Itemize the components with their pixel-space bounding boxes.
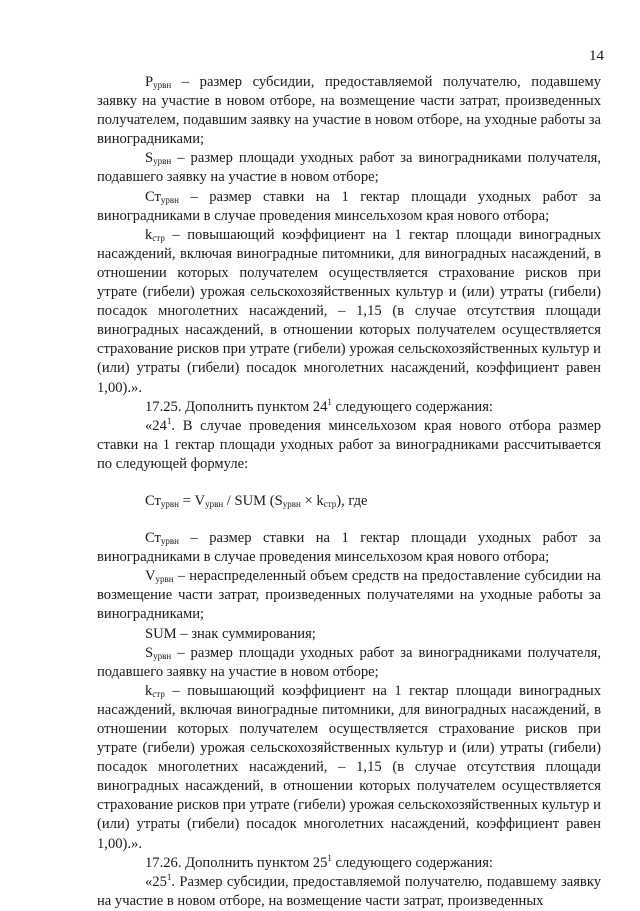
- definition-text: – размер ставки на 1 гектар площади уходных работ за виноградниками в случае проведения минсельхозом края нового отбора;: [97, 530, 601, 566]
- formula-sum: / SUM (S: [223, 492, 283, 509]
- symbol: S: [145, 644, 154, 661]
- symbol-subscript: урвн: [160, 194, 179, 205]
- symbol-subscript: стр: [152, 232, 165, 243]
- definition-k-str: [97, 226, 601, 398]
- clause-number: «25: [145, 873, 167, 890]
- symbol-subscript: урвн: [153, 650, 172, 661]
- clause-24-1: [97, 417, 601, 474]
- amendment-text: 17.26. Дополнить пунктом 25: [145, 854, 328, 871]
- definition-text: – размер площади уходных работ за виноградниками получателя, подавшего заявку на участие в новом отборе;: [97, 150, 601, 186]
- superscript: 1: [327, 852, 332, 863]
- symbol: S: [145, 150, 154, 167]
- superscript: 1: [327, 396, 332, 407]
- formula: [97, 492, 601, 511]
- definition-v-urvn: [97, 567, 601, 624]
- formula-eq: = V: [179, 492, 206, 509]
- symbol: Ст: [145, 530, 161, 547]
- definition-s-urvn-2: [97, 644, 601, 682]
- definition-text: – размер субсидии, предоставляемой получателю, подавшему заявку на участие в новом отборе, на возмещение части затрат, произведенных получателем, подавшим заявку на участие в новом отборе, на уходные работы за виноградниками;: [97, 74, 601, 148]
- symbol: k: [145, 682, 153, 699]
- symbol: V: [145, 568, 156, 585]
- amendment-text-tail: следующего содержания:: [331, 398, 493, 415]
- amendment-text-tail: следующего содержания:: [331, 854, 493, 871]
- definition-sum: [97, 625, 601, 644]
- definition-text: – размер площади уходных работ за виноградниками получателя, подавшего заявку на участие в новом отборе;: [97, 644, 601, 680]
- definition-text: – повышающий коэффициент на 1 гектар площади виноградных насаждений, включая виноградные питомники, для виноградных насаждений, в отношении которых получателем осуществляется страхование рисков при утрате (гибели) урожая сельскохозяйственных культур и (или) утраты (гибели) посадок многолетних насаждений, – 1,15 (в случае отсутствия площади виноградных насаждений, в отношении которых получателем осуществляется страхование рисков при утрате (гибели) урожая сельскохозяйственных культур и (или) утраты (гибели) посадок многолетних насаждений, коэффициент равен 1,00).».: [97, 226, 601, 396]
- definition-st-urvn: [97, 188, 601, 226]
- superscript: 1: [166, 415, 172, 426]
- definition-k-str-2: [97, 682, 601, 854]
- definition-p-urvn: [97, 73, 601, 149]
- definition-text: – нераспределенный объем средств на предоставление субсидии на возмещение части затрат, произведенных получателями на уходные работы за виноградниками;: [97, 568, 601, 623]
- symbol: k: [145, 226, 153, 243]
- definition-text: SUM – знак суммирования;: [145, 625, 316, 642]
- clause-text: . Размер субсидии, предоставляемой получателю, подавшему заявку на участие в новом отборе, на возмещение части затрат, произведенных: [97, 873, 601, 909]
- symbol: Ст: [145, 188, 161, 205]
- symbol-subscript: стр: [152, 688, 165, 699]
- definition-text: – повышающий коэффициент на 1 гектар площади виноградных насаждений, включая виноградные питомники, для виноградных насаждений, в отношении которых получателем осуществляется страхование рисков при утрате (гибели) урожая сельскохозяйственных культур и (или) утраты (гибели) посадок многолетних насаждений, – 1,15 (в случае отсутствия площади виноградных насаждений, в отношении которых получателем осуществляется страхование рисков при утрате (гибели) урожая сельскохозяйственных культур и (или) утраты (гибели) посадок многолетних насаждений, коэффициент равен 1,00).».: [97, 682, 601, 852]
- formula-sub: стр: [323, 498, 337, 509]
- clause-text: . В случае проведения минсельхозом края нового отбора размер ставки на 1 гектар площади уходных работ за виноградниками рассчитывается по следующей формуле:: [97, 417, 601, 472]
- amendment-17-25: [97, 398, 601, 417]
- superscript: 1: [166, 871, 172, 882]
- symbol: P: [145, 74, 154, 90]
- amendment-17-26: [97, 854, 601, 873]
- formula-sub: урвн: [160, 498, 179, 509]
- definition-text: – размер ставки на 1 гектар площади уходных работ за виноградниками в случае проведения минсельхозом края нового отбора;: [97, 188, 601, 224]
- clause-25-1: [97, 873, 601, 911]
- formula-lhs: Ст: [145, 492, 161, 509]
- symbol-subscript: урвн: [153, 156, 172, 167]
- definition-s-urvn: [97, 149, 601, 187]
- formula-tail: ), где: [336, 492, 368, 509]
- document-body: [97, 73, 601, 911]
- symbol-subscript: урвн: [155, 574, 174, 585]
- symbol-subscript: урвн: [153, 80, 172, 90]
- formula-sub: урвн: [282, 498, 301, 509]
- page-number: 14: [589, 48, 604, 64]
- formula-sub: урвн: [205, 498, 224, 509]
- clause-number: «24: [145, 417, 167, 434]
- amendment-text: 17.25. Дополнить пунктом 24: [145, 398, 328, 415]
- symbol-subscript: урвн: [160, 536, 179, 547]
- definition-st-urvn-2: [97, 529, 601, 567]
- formula-times: × k: [300, 492, 324, 509]
